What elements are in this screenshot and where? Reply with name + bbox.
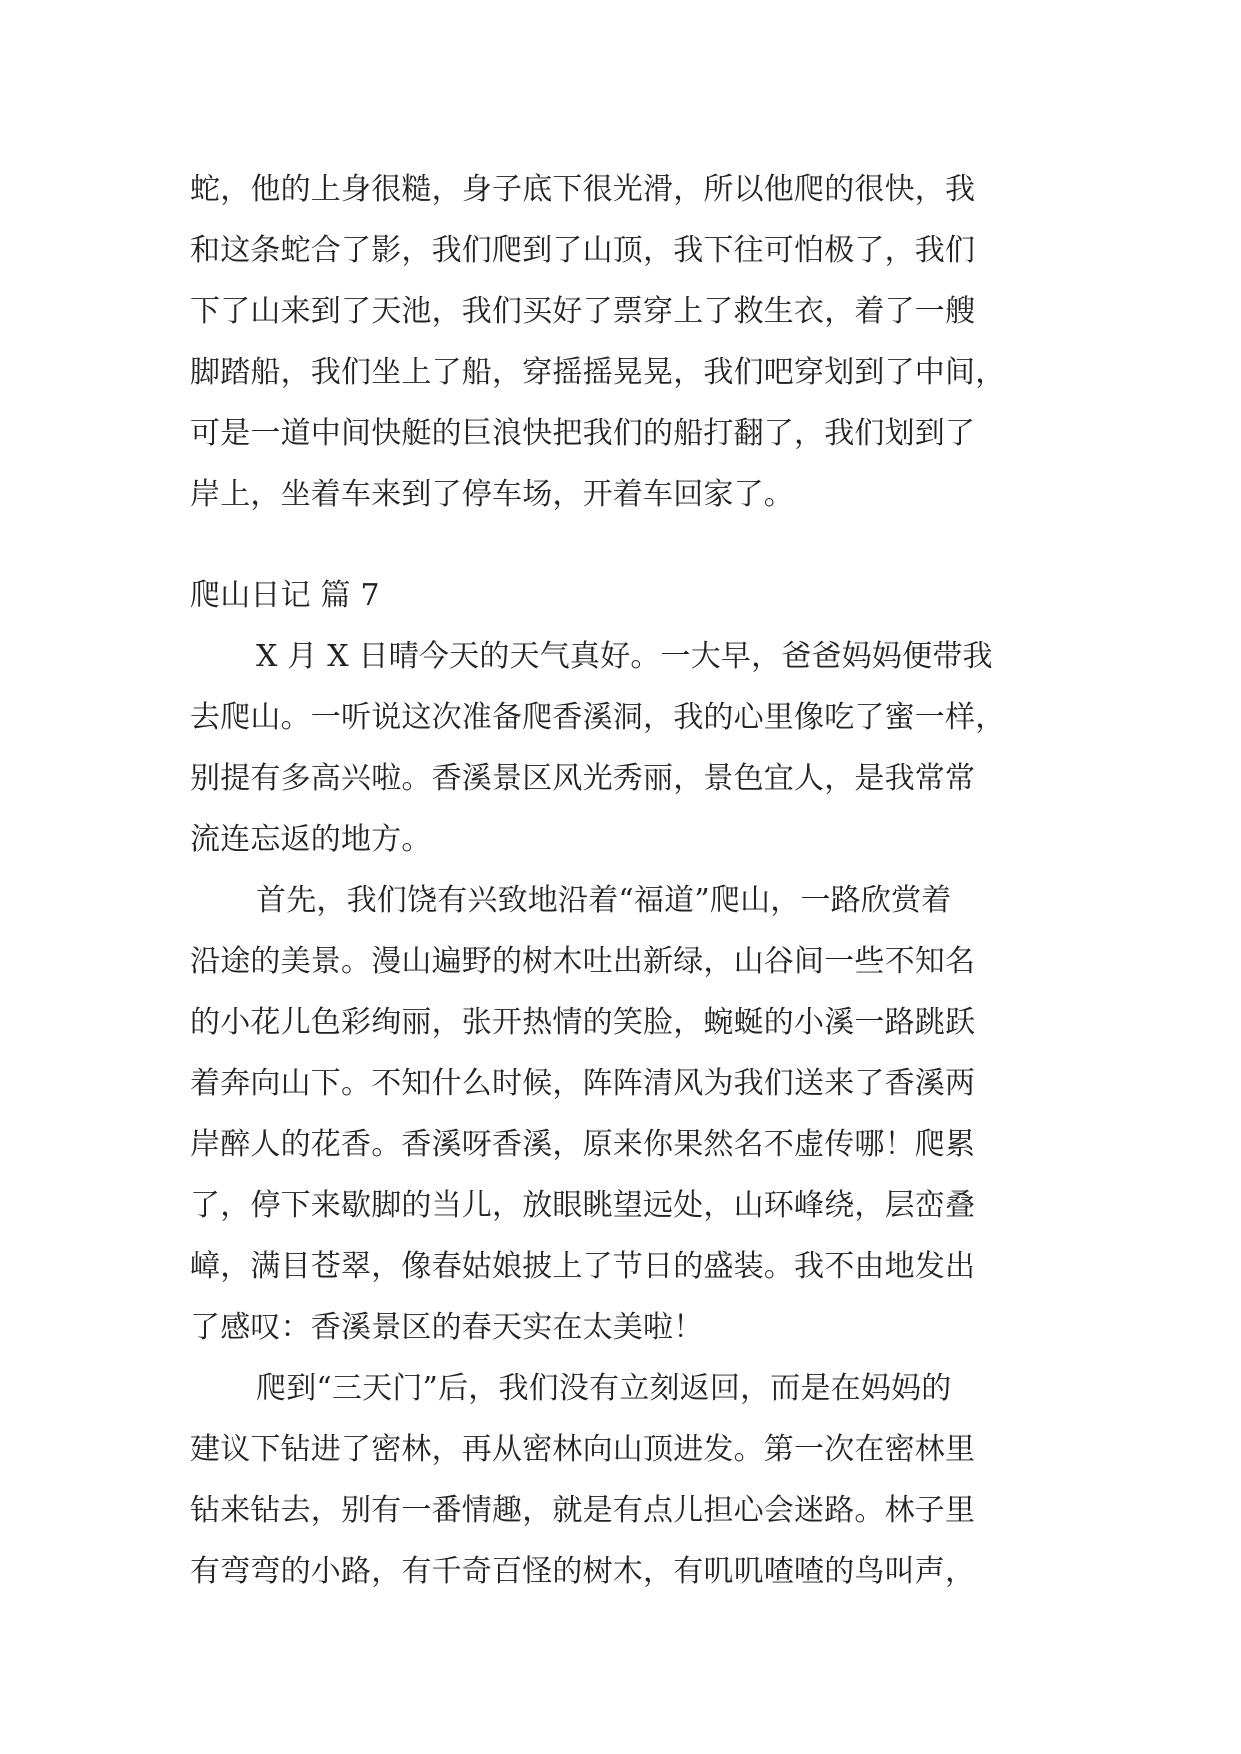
text-line: 嶂，满目苍翠，像春姑娘披上了节日的盛装。我不由地发出 [190,1249,976,1284]
text-line: 脚踏船，我们坐上了船，穿摇摇晃晃，我们吧穿划到了中间， [190,355,1006,390]
section-heading-block [190,565,1060,626]
text-line: 爬到“三天门”后，我们没有立刻返回，而是在妈妈的 [256,1371,952,1406]
text-line: 蛇，他的上身很糙，身子底下很光滑，所以他爬的很快，我 [190,172,976,207]
text-line: X 月 X 日晴今天的天气真好。一大早，爸爸妈妈便带我 [256,639,993,674]
text-line: 岸醉人的花香。香溪呀香溪，原来你果然名不虚传哪！爬累 [190,1127,976,1162]
text-line: 沿途的美景。漫山遍野的树木吐出新绿，山谷间一些不知名 [190,944,976,979]
paragraph-3 [190,1358,1060,1602]
text-line: 有弯弯的小路，有千奇百怪的树木，有叽叽喳喳的鸟叫声， [190,1554,976,1589]
text-line: 可是一道中间快艇的巨浪快把我们的船打翻了，我们划到了 [190,416,976,451]
text-line: 流连忘返的地方。 [190,822,432,857]
text-line: 首先，我们饶有兴致地沿着“福道”爬山，一路欣赏着 [256,883,952,918]
text-line: 岸上，坐着车来到了停车场，开着车回家了。 [190,477,794,512]
text-line: 和这条蛇合了影，我们爬到了山顶，我下往可怕极了，我们 [190,233,976,268]
diary-body [190,626,1060,1602]
text-line: 了，停下来歇脚的当儿，放眼眺望远处，山环峰绕，层峦叠 [190,1188,976,1223]
text-line: 着奔向山下。不知什么时候，阵阵清风为我们送来了香溪两 [190,1066,976,1101]
text-line: 去爬山。一听说这次准备爬香溪洞，我的心里像吃了蜜一样， [190,700,1006,735]
text-line: 了感叹：香溪景区的春天实在太美啦！ [190,1310,704,1345]
text-line: 的小花儿色彩绚丽，张开热情的笑脸，蜿蜒的小溪一路跳跃 [190,1005,976,1040]
text-line: 别提有多高兴啦。香溪景区风光秀丽，景色宜人，是我常常 [190,761,976,796]
text-line: 下了山来到了天池，我们买好了票穿上了救生衣，着了一艘 [190,294,976,329]
text-line: 建议下钻进了密林，再从密林向山顶进发。第一次在密林里 [190,1432,976,1467]
section-heading: 爬山日记 篇 7 [190,578,380,613]
paragraph-2 [190,870,1060,1358]
paragraph-1 [190,626,1060,870]
text-line: 钻来钻去，别有一番情趣，就是有点儿担心会迷路。林子里 [190,1493,976,1528]
intro-paragraph [190,159,1060,525]
